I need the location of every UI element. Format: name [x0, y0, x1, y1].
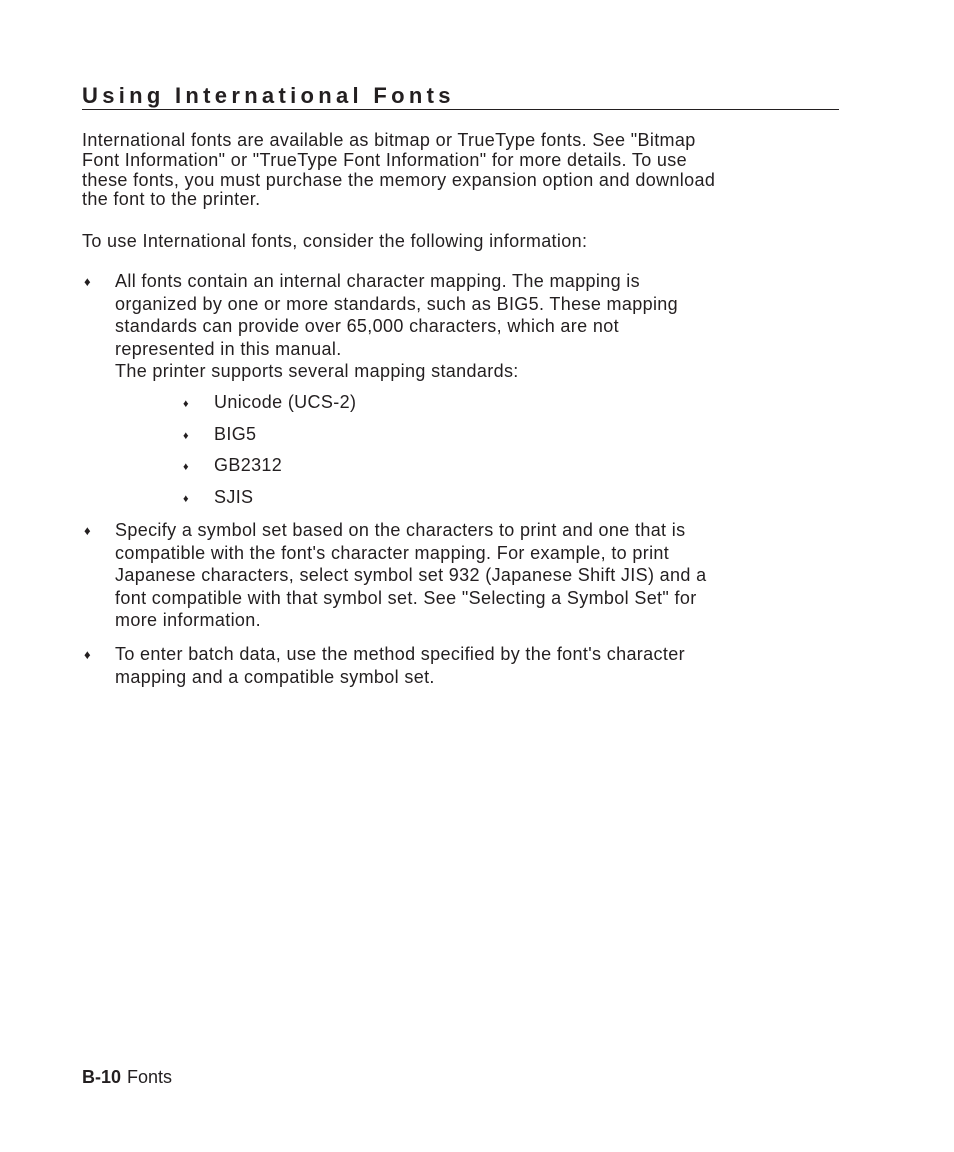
bullet-item-mapping [115, 270, 678, 383]
sub-item-unicode: Unicode (UCS-2) [214, 392, 357, 412]
item-line: organized by one or more standards, such as BIG5. These mapping [115, 293, 679, 314]
sub-item-big5: BIG5 [214, 424, 257, 444]
item-line: represented in this manual. [115, 338, 342, 359]
intro-line: Font Information" or "TrueType Font Information" for more details. To use [82, 149, 687, 170]
item-line: more information. [115, 610, 262, 630]
intro-line: these fonts, you must purchase the memory expansion option and download [82, 169, 716, 190]
section-heading: Using International Fonts [82, 83, 455, 108]
sub-item-sjis: SJIS [214, 487, 254, 507]
diamond-bullet-icon: ♦ [84, 523, 91, 538]
item-line: font compatible with that symbol set. See "Selecting a Symbol Set" for [115, 587, 697, 608]
lead-sentence: To use International fonts, consider the following information: [82, 231, 588, 251]
item-line: standards can provide over 65,000 characters, which are not [115, 316, 619, 336]
heading-rule [82, 109, 839, 110]
item-line: All fonts contain an internal character mapping. The mapping is [115, 271, 641, 291]
item-line: Specify a symbol set based on the characters to print and one that is [115, 520, 686, 540]
sub-item-gb2312: GB2312 [214, 455, 283, 475]
item-line: compatible with the font's character mapping. For example, to print [115, 542, 670, 563]
diamond-bullet-icon: ♦ [183, 430, 189, 442]
item-line: The printer supports several mapping standards: [115, 361, 519, 381]
item-line: mapping and a compatible symbol set. [115, 666, 435, 687]
page-footer [82, 1066, 172, 1088]
item-line: To enter batch data, use the method specified by the font's character [115, 644, 685, 664]
bullet-item-symbol-set [115, 519, 706, 632]
item-line: Japanese characters, select symbol set 932 (Japanese Shift JIS) and a [115, 565, 707, 585]
intro-paragraph [82, 131, 715, 210]
diamond-bullet-icon: ♦ [84, 274, 91, 289]
page-number: B-10 [82, 1067, 122, 1087]
diamond-bullet-icon: ♦ [183, 398, 189, 410]
intro-line: the font to the printer. [82, 189, 261, 210]
diamond-bullet-icon: ♦ [183, 461, 189, 473]
diamond-bullet-icon: ♦ [84, 647, 91, 662]
bullet-item-batch-data [115, 643, 685, 688]
footer-section-title: Fonts [127, 1067, 173, 1087]
diamond-bullet-icon: ♦ [183, 493, 189, 505]
intro-line: International fonts are available as bitmap or TrueType fonts. See "Bitmap [82, 130, 696, 150]
